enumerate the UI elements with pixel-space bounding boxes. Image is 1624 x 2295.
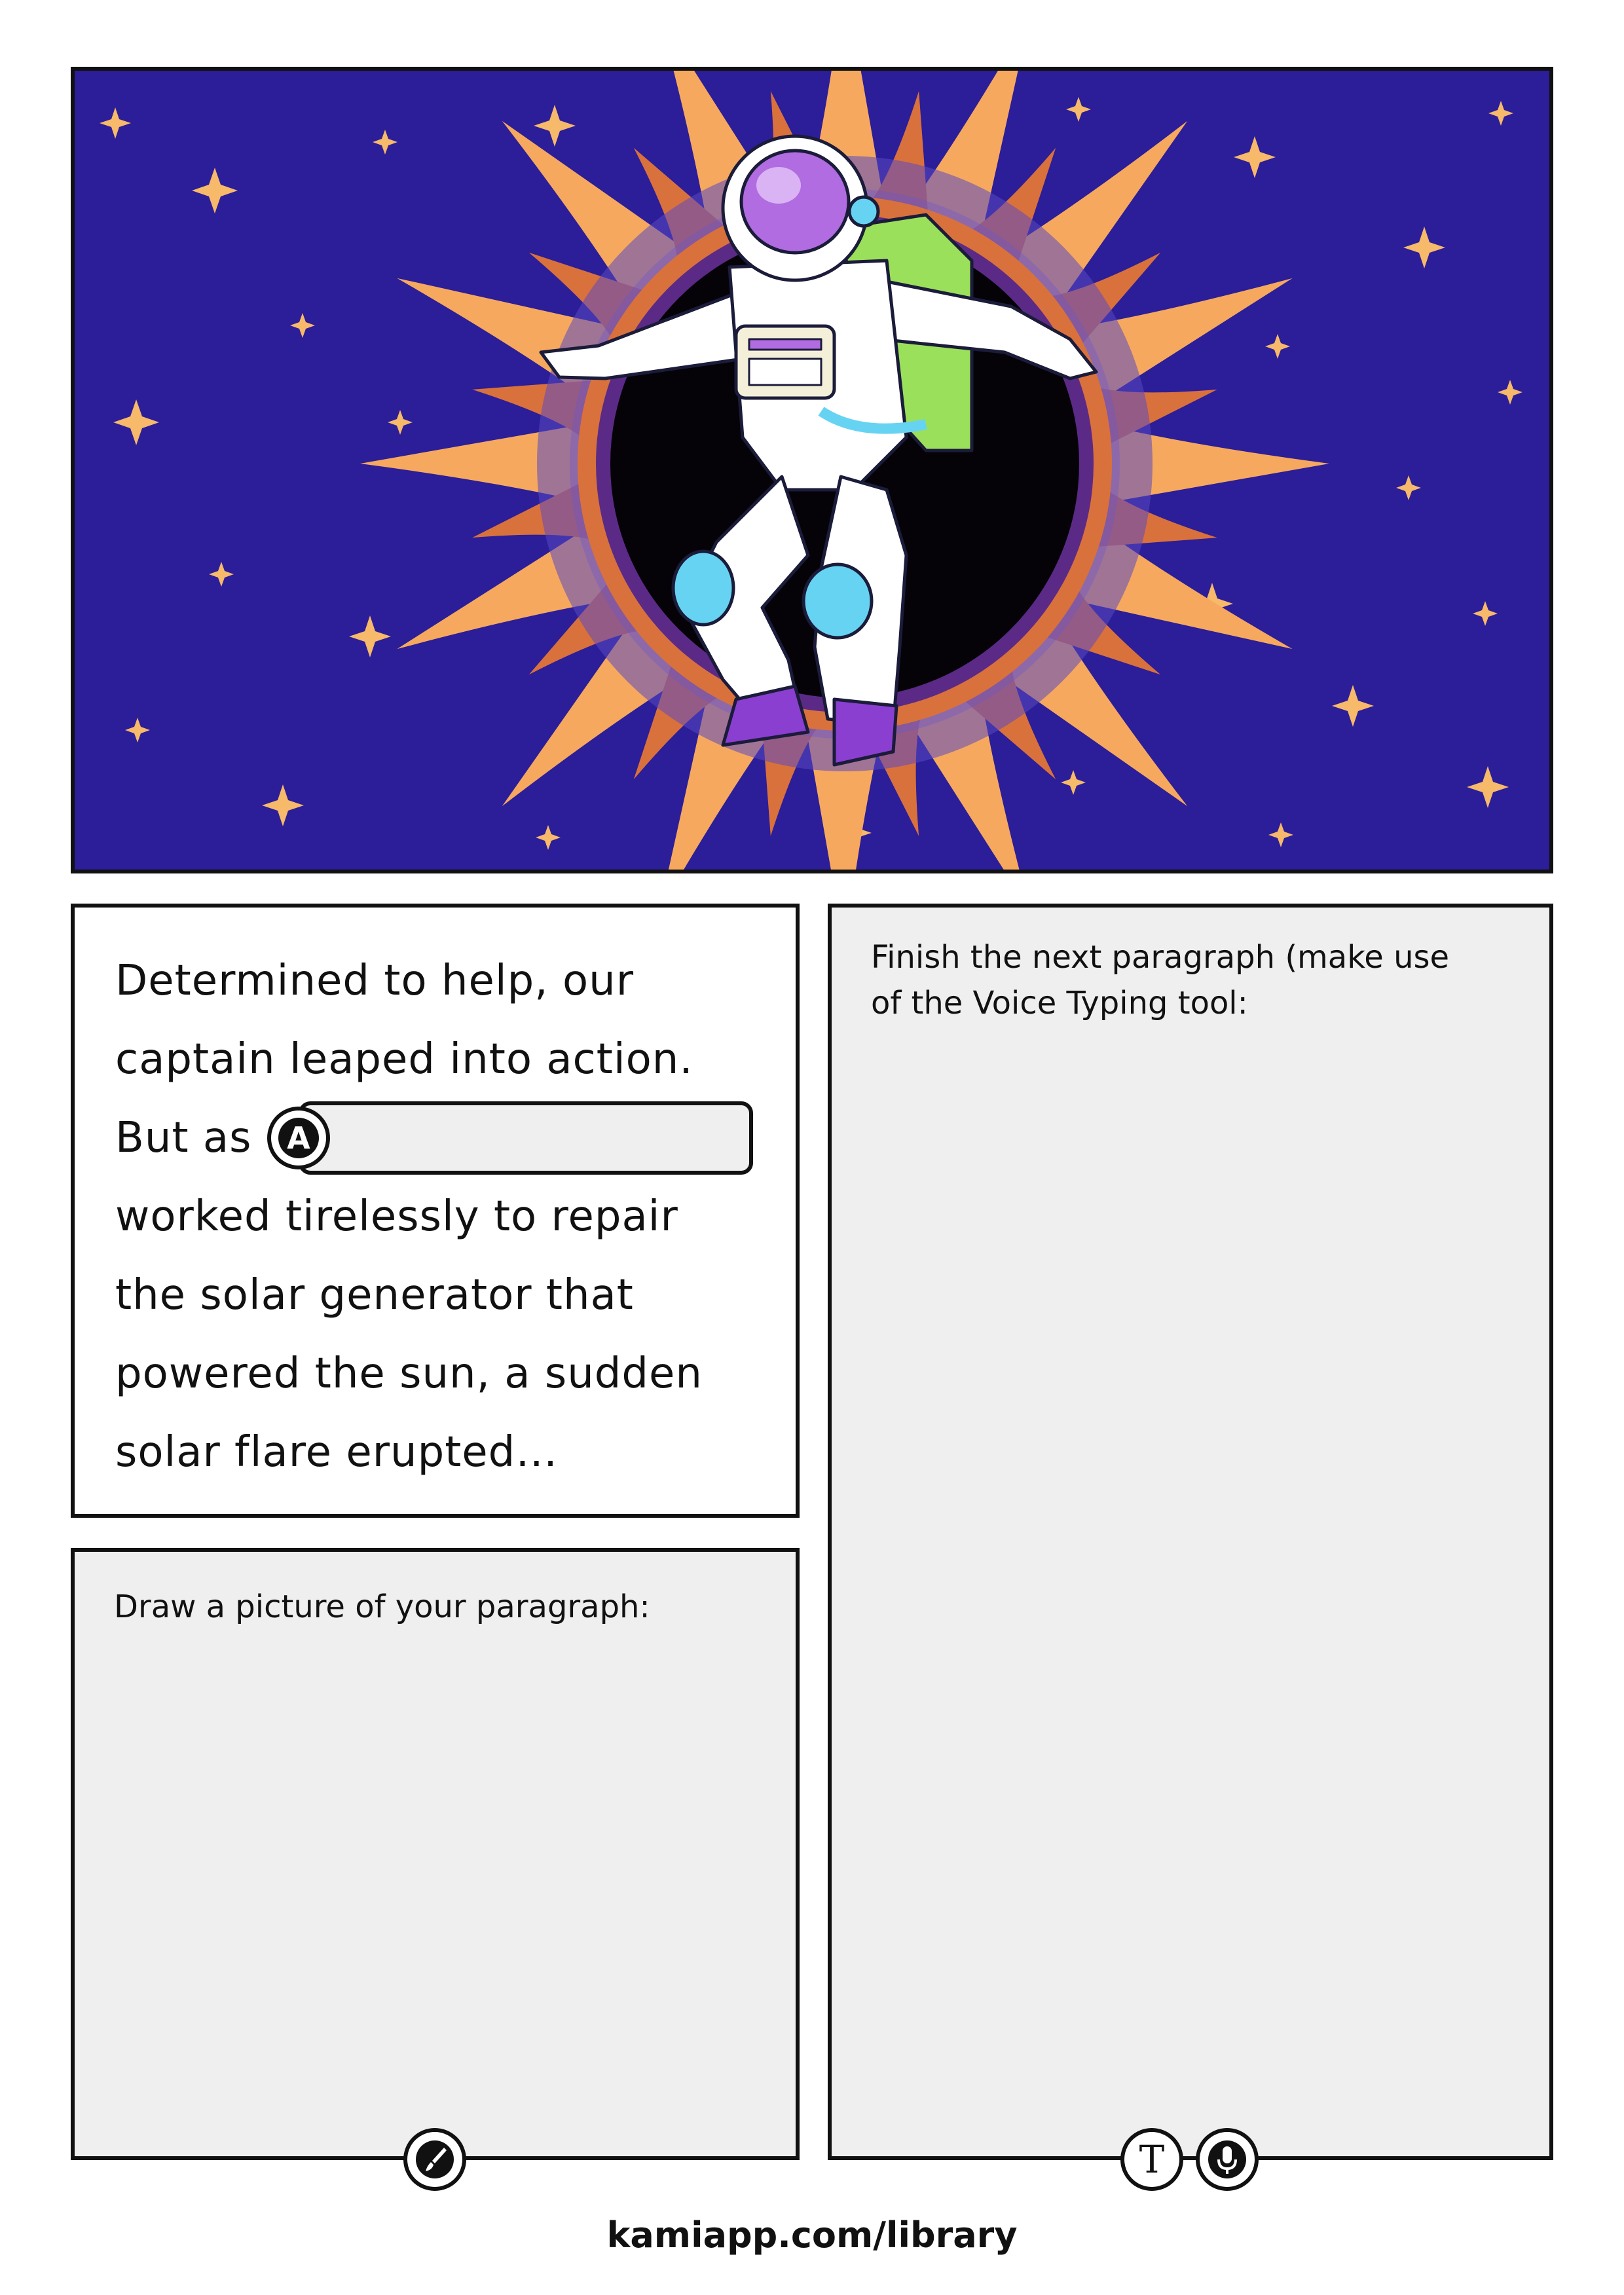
star	[125, 718, 150, 743]
left-knee-pad	[673, 551, 733, 625]
paintbrush-icon	[415, 2140, 454, 2179]
star	[1473, 601, 1498, 626]
star	[1265, 334, 1290, 359]
story-paragraph-panel	[71, 904, 800, 1518]
astronaut-illustration	[75, 71, 1549, 870]
paintbrush-tool-button[interactable]	[403, 2128, 466, 2191]
visor	[741, 151, 849, 253]
star	[262, 784, 304, 826]
microphone-icon	[1208, 2140, 1247, 2179]
star	[1234, 136, 1276, 178]
star	[192, 168, 238, 213]
star	[1498, 380, 1522, 405]
text-tool-button[interactable]	[1120, 2128, 1183, 2191]
writing-area[interactable]	[828, 904, 1553, 2160]
star	[1268, 822, 1293, 847]
story-line-with-blank	[115, 1099, 761, 1177]
star	[373, 130, 397, 155]
right-knee-pad	[803, 564, 872, 638]
star	[100, 107, 131, 139]
story-line: solar flare erupted…	[115, 1428, 559, 1477]
draw-prompt: Draw a picture of your paragraph:	[114, 1588, 650, 1625]
story-line: But as	[115, 1114, 252, 1162]
story-line: worked tirelessly to repair	[115, 1192, 678, 1241]
star	[113, 399, 159, 445]
text-tool-icon: T	[1139, 2137, 1165, 2182]
write-prompt-line: of the Voice Typing tool:	[871, 985, 1248, 1021]
story-line: the solar generator that	[115, 1271, 634, 1319]
story-line: powered the sun, a sudden	[115, 1349, 703, 1398]
star	[1061, 770, 1086, 795]
star	[1332, 685, 1374, 727]
fill-in-blank-input[interactable]	[299, 1101, 753, 1175]
star	[1396, 475, 1421, 500]
star	[209, 562, 234, 587]
drawing-area[interactable]	[71, 1548, 800, 2160]
footer-link[interactable]: kamiapp.com/library	[606, 2214, 1018, 2256]
star	[1488, 101, 1513, 126]
star	[1467, 766, 1509, 808]
story-paragraph	[115, 942, 761, 1492]
write-prompt-line: Finish the next paragraph (make use	[871, 939, 1450, 976]
hero-illustration	[71, 67, 1553, 873]
star	[1066, 97, 1091, 122]
voice-typing-button[interactable]	[1196, 2128, 1259, 2191]
story-line: Determined to help, our	[115, 957, 634, 1005]
star	[388, 410, 413, 435]
answer-icon[interactable]	[267, 1107, 330, 1169]
star	[349, 615, 391, 657]
star	[290, 313, 315, 338]
star	[534, 105, 576, 147]
story-line: captain leaped into action.	[115, 1035, 693, 1084]
star	[1403, 227, 1445, 268]
star	[536, 825, 561, 850]
answer-icon-letter: A	[278, 1118, 319, 1158]
